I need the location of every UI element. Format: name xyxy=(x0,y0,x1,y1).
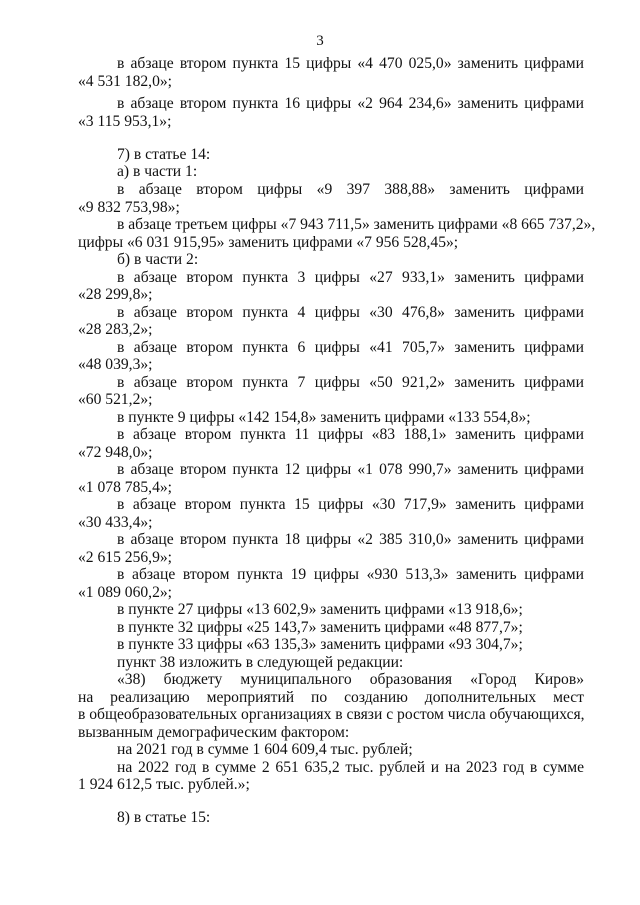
text-line: в абзаце втором пункта 7 цифры «50 921,2» заменить цифрами xyxy=(117,374,584,391)
text-line: «38) бюджету муниципального образования «Город Киров» xyxy=(117,671,584,688)
text-line: «2 615 256,9»; xyxy=(78,549,172,566)
text-line: «1 089 060,2»; xyxy=(78,584,172,601)
text-line: в абзаце втором пункта 12 цифры «1 078 990,7» заменить цифрами xyxy=(117,461,584,478)
text-line: в абзаце третьем цифры «7 943 711,5» заменить цифрами «8 665 737,2», xyxy=(117,216,596,233)
text-line: «3 115 953,1»; xyxy=(78,113,172,130)
text-line: б) в части 2: xyxy=(117,251,199,268)
text-line: «9 832 753,98»; xyxy=(78,199,180,216)
text-line: а) в части 1: xyxy=(117,163,198,180)
page-number: 3 xyxy=(316,33,324,49)
text-line: в абзаце втором цифры «9 397 388,88» заменить цифрами xyxy=(117,181,584,198)
text-line: в абзаце втором пункта 11 цифры «83 188,1» заменить цифрами xyxy=(117,426,584,443)
text-line: на реализацию мероприятий по созданию дополнительных мест xyxy=(78,689,584,706)
text-line: «28 299,8»; xyxy=(78,286,153,303)
text-line: в пункте 9 цифры «142 154,8» заменить цифрами «133 554,8»; xyxy=(117,409,531,426)
text-line: в пункте 33 цифры «63 135,3» заменить цифрами «93 304,7»; xyxy=(117,636,523,653)
text-line: на 2021 год в сумме 1 604 609,4 тыс. рублей; xyxy=(117,741,413,758)
text-line: в пункте 32 цифры «25 143,7» заменить цифрами «48 877,7»; xyxy=(117,619,523,636)
text-line: в абзаце втором пункта 15 цифры «30 717,9» заменить цифрами xyxy=(117,496,584,513)
text-line: «4 531 182,0»; xyxy=(78,73,172,90)
text-line: на 2022 год в сумме 2 651 635,2 тыс. рублей и на 2023 год в сумме xyxy=(117,759,584,776)
text-line: цифры «6 031 915,95» заменить цифрами «7 956 528,45»; xyxy=(78,234,459,251)
text-line: «30 433,4»; xyxy=(78,514,153,531)
text-line: «72 948,0»; xyxy=(78,444,153,461)
text-line: 8) в статье 15: xyxy=(117,809,211,826)
text-line: в абзаце втором пункта 3 цифры «27 933,1» заменить цифрами xyxy=(117,269,584,286)
text-line: вызванным демографическим фактором: xyxy=(78,724,350,741)
text-line: в абзаце втором пункта 6 цифры «41 705,7» заменить цифрами xyxy=(117,339,584,356)
text-line: в абзаце втором пункта 18 цифры «2 385 310,0» заменить цифрами xyxy=(117,531,584,548)
text-line: в абзаце втором пункта 16 цифры «2 964 234,6» заменить цифрами xyxy=(117,95,584,112)
text-line: в абзаце втором пункта 19 цифры «930 513,3» заменить цифрами xyxy=(117,566,584,583)
text-line: пункт 38 изложить в следующей редакции: xyxy=(117,654,404,671)
text-line: «1 078 785,4»; xyxy=(78,479,172,496)
text-line: 1 924 612,5 тыс. рублей.»; xyxy=(78,776,250,793)
text-line: «48 039,3»; xyxy=(78,356,153,373)
text-line: в общеобразовательных организациях в связи с ростом числа обучающихся, xyxy=(78,706,585,723)
text-line: «28 283,2»; xyxy=(78,321,153,338)
text-line: в абзаце втором пункта 15 цифры «4 470 025,0» заменить цифрами xyxy=(117,55,584,72)
text-line: в пункте 27 цифры «13 602,9» заменить цифрами «13 918,6»; xyxy=(117,601,523,618)
text-line: 7) в статье 14: xyxy=(117,146,211,163)
text-line: «60 521,2»; xyxy=(78,391,153,408)
text-line: в абзаце втором пункта 4 цифры «30 476,8» заменить цифрами xyxy=(117,304,584,321)
